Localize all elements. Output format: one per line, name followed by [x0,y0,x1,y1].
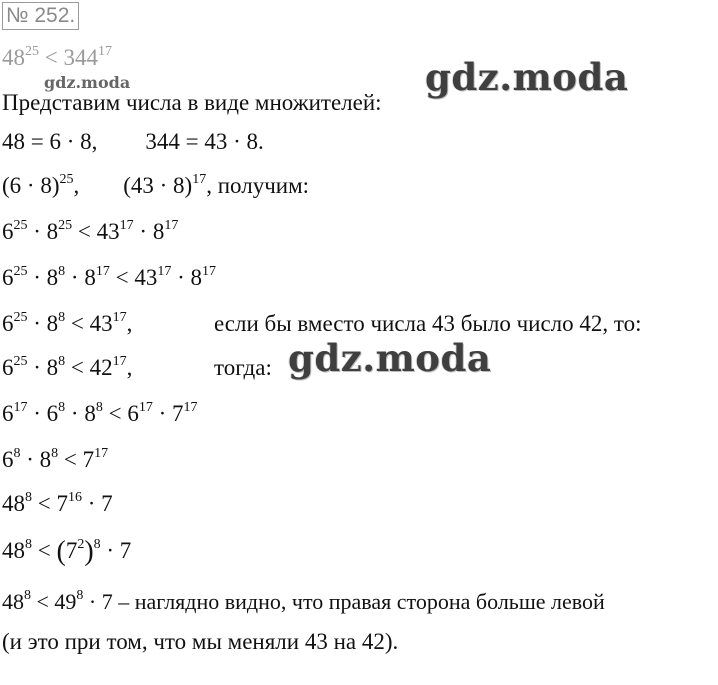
math-term: · 8 [27,355,59,380]
equation-line [2,537,131,566]
exponent: 8 [76,588,84,603]
math-term: · 8 [171,265,202,290]
math-term: < 344 [39,45,98,70]
math-term: < 42 [65,355,113,380]
exponent: 17 [13,400,28,415]
math-term: 48 [2,538,25,563]
math-term: , получим: [206,173,310,198]
math-term: · 8 [27,265,59,290]
exponent: 17 [202,264,216,279]
problem-number: № 252. [2,2,79,30]
exponent: 17 [119,218,134,233]
math-term: < 43 [109,265,158,290]
exponent: 8 [24,588,31,603]
math-term: 6 [2,311,14,336]
math-term: (43 · 8) [123,173,193,198]
math-term: (6 · 8) [2,173,60,198]
exponent: 17 [157,264,172,279]
math-term: 48 [2,589,24,614]
math-term: 6 [2,355,14,380]
exponent: 17 [95,264,110,279]
watermark-small: gdz.moda [44,73,131,92]
exponent: 17 [112,354,127,369]
math-term: 48 = 6 · 8, [2,129,98,154]
equation-line [2,128,264,156]
exponent: 8 [95,400,103,415]
equation-line [2,310,132,338]
math-term: , [126,311,133,336]
math-term: 6 [2,265,14,290]
math-term: 7 [65,538,78,563]
math-term: · 7 – наглядно видно, что правая сторона больше левой [83,589,605,614]
exponent: 8 [51,446,59,461]
exponent: 17 [94,446,109,461]
exponent: 16 [67,490,82,505]
exponent: 8 [58,354,66,369]
exponent: 8 [58,264,66,279]
statement-line [2,44,112,72]
math-term: · 8 [65,265,96,290]
exponent: 8 [58,400,66,415]
exponent: 17 [164,218,179,233]
exponent: 25 [13,218,28,233]
exponent: 8 [25,490,32,505]
math-term: < 43 [65,311,113,336]
exponent: 17 [138,400,153,415]
exponent: 25 [59,172,74,187]
text-line: Представим числа в виде множителей: [2,90,382,115]
math-term: , [126,355,133,380]
watermark-large: gdz.moda [425,55,629,99]
equation-line [2,354,132,382]
math-term: 48 [2,45,25,70]
math-term: · 8 [27,311,59,336]
exponent: 17 [97,44,112,59]
math-term: 48 [2,491,25,516]
math-term: < 43 [72,219,120,244]
exponent: 17 [183,400,198,415]
math-term: ) [84,536,94,567]
math-term: < 6 [102,401,139,426]
math-term: · 7 [81,491,113,516]
equation-line [2,446,108,474]
math-term: · 8 [27,219,59,244]
math-term: · 8 [133,219,165,244]
math-term: < 49 [31,589,77,614]
exponent: 25 [13,264,28,279]
math-term: , [73,173,80,198]
exponent: 17 [192,172,207,187]
math-term: 6 [2,447,14,472]
math-term: · 7 [152,401,184,426]
exponent: 25 [13,354,28,369]
math-term: < 7 [32,491,68,516]
equation-line [2,218,178,246]
equation-line [2,400,198,428]
note-text: тогда: [214,355,272,380]
exponent: 25 [25,44,39,59]
exponent: 17 [112,310,127,325]
note-text: если бы вместо числа 43 было число 42, то: [214,311,642,336]
exponent: 8 [13,446,21,461]
math-term: 344 = 43 · 8. [145,129,264,154]
exponent: 25 [58,218,73,233]
text-line: (и это при том, что мы меняли 43 на 42). [2,629,399,654]
math-term: < 7 [58,447,95,472]
exponent: 8 [25,537,32,552]
equation-line [2,264,216,292]
watermark-large: gdz.moda [288,336,492,380]
equation-line [2,588,605,616]
math-term: < [32,538,57,563]
math-term: 6 [2,219,14,244]
math-term: 6 [2,401,14,426]
equation-line [2,172,309,200]
math-term: · 8 [20,447,52,472]
exponent: 25 [13,310,28,325]
exponent: 2 [77,537,85,552]
exponent: 8 [58,310,66,325]
math-term: · 6 [27,401,59,426]
math-term: · 7 [100,538,132,563]
equation-line [2,490,113,518]
math-term: ( [56,536,66,567]
math-term: · 8 [65,401,96,426]
exponent: 8 [93,537,101,552]
